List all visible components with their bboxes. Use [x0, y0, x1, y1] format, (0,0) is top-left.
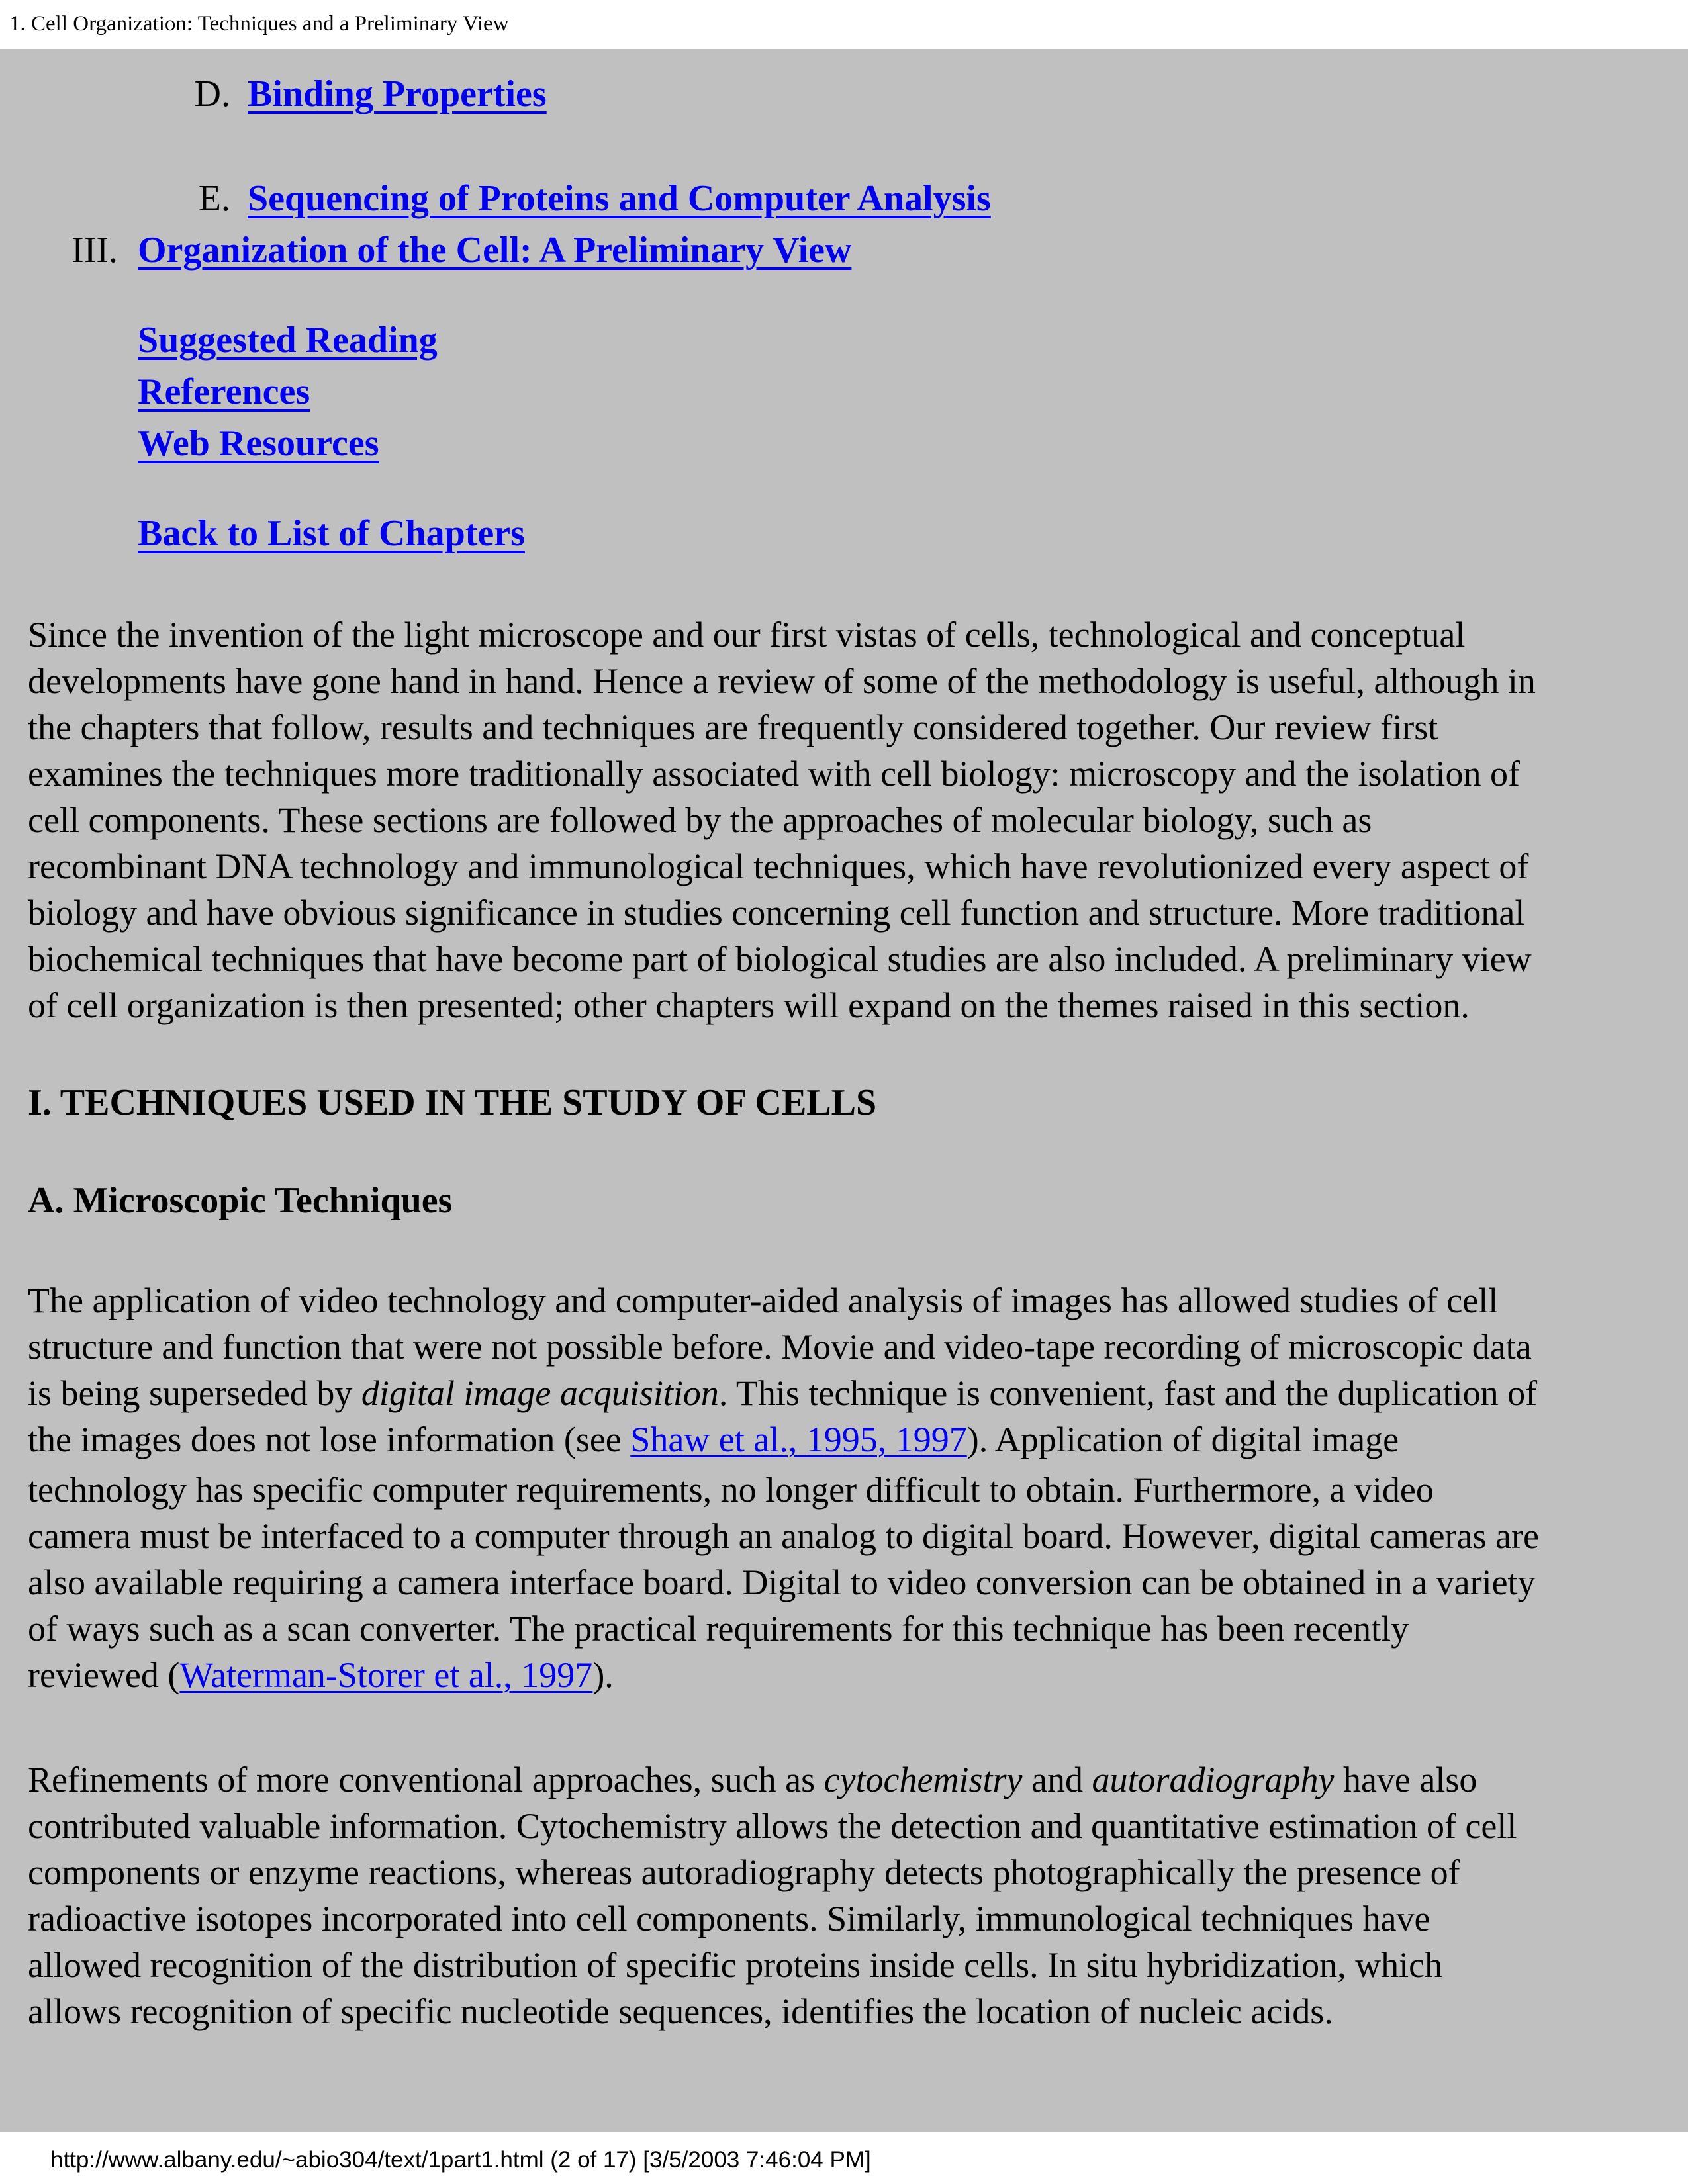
text-line: structure and function that were not possible before. Movie and video-tape recording of microscopic data — [28, 1327, 1532, 1367]
toc-item-web-resources — [138, 425, 379, 462]
text-line: components or enzyme reactions, whereas autoradiography detects photographically the presence of — [28, 1852, 1460, 1892]
refinements-paragraph — [28, 1756, 1669, 2034]
toc-link-organization-of-the-cell[interactable]: Organization of the Cell: A Preliminary View — [138, 230, 852, 271]
toc-link-web-resources[interactable]: Web Resources — [138, 423, 379, 464]
text-segment: . This technique is convenient, fast and the duplication of — [718, 1373, 1538, 1413]
page-content — [0, 49, 1688, 2132]
citation-link-shaw[interactable]: Shaw et al., 1995, 1997 — [630, 1420, 967, 1459]
text-line: also available requiring a camera interface board. Digital to video conversion can be obtained in a variety — [28, 1563, 1536, 1602]
text-line: biochemical techniques that have become part of biological studies are also included. A preliminary view — [28, 939, 1532, 979]
toc-item-back — [138, 515, 525, 552]
toc-link-references[interactable]: References — [138, 371, 310, 412]
print-header — [0, 0, 1688, 49]
text-line: allowed recognition of the distribution of specific proteins inside cells. In situ hybridization, which — [28, 1945, 1443, 1985]
text-line: examines the techniques more traditionally associated with cell biology: microscopy and the isolation of — [28, 754, 1520, 794]
toc-item-references — [138, 373, 310, 410]
toc-link-binding-properties[interactable]: Binding Properties — [248, 73, 547, 114]
emphasis-text: autoradiography — [1092, 1760, 1335, 1799]
text-segment: ). — [592, 1655, 614, 1695]
citation-link-waterman-storer[interactable]: Waterman-Storer et al., 1997 — [179, 1655, 593, 1695]
text-segment: the images does not lose information (see — [28, 1420, 631, 1459]
text-line — [28, 1370, 1669, 1416]
text-line — [28, 1416, 1669, 1463]
text-line: technology has specific computer requirements, no longer difficult to obtain. Furthermore, a video — [28, 1470, 1434, 1510]
text-line: Since the invention of the light microscope and our first vistas of cells, technological and conceptual — [28, 615, 1466, 655]
toc-marker: III. — [71, 230, 118, 271]
text-line: recombinant DNA technology and immunological techniques, which have revolutionized every aspect of — [28, 846, 1529, 886]
footer-url: http://www.albany.edu/~abio304/text/1part1.html (2 of 17) [3/5/2003 7:46:04 PM] — [50, 2147, 871, 2173]
emphasis-text: cytochemistry — [823, 1760, 1023, 1799]
toc-link-sequencing-of-proteins[interactable]: Sequencing of Proteins and Computer Analysis — [248, 178, 991, 219]
text-line: The application of video technology and computer-aided analysis of images has allowed studies of cell — [28, 1281, 1499, 1320]
text-line: contributed valuable information. Cytochemistry allows the detection and quantitative estimation of cell — [28, 1806, 1517, 1846]
microscopic-techniques-paragraph — [28, 1277, 1669, 1698]
text-line: the chapters that follow, results and techniques are frequently considered together. Our review first — [28, 707, 1438, 747]
text-line: of ways such as a scan converter. The practical requirements for this technique has been recently — [28, 1609, 1409, 1649]
text-segment: ). Application of digital image — [966, 1420, 1399, 1459]
text-segment: have also — [1334, 1760, 1477, 1799]
section-heading: I. TECHNIQUES USED IN THE STUDY OF CELLS — [28, 1082, 877, 1123]
text-line: biology and have obvious significance in studies concerning cell function and structure. More traditional — [28, 893, 1525, 933]
text-line: developments have gone hand in hand. Hence a review of some of the methodology is useful, although in — [28, 661, 1536, 701]
text-line: camera must be interfaced to a computer through an analog to digital board. However, digital cameras are — [28, 1516, 1539, 1556]
print-footer — [0, 2132, 1688, 2184]
toc-item-suggested-reading — [138, 322, 438, 359]
text-line: radioactive isotopes incorporated into cell components. Similarly, immunological techniques have — [28, 1899, 1430, 1938]
toc-marker: D. — [194, 73, 230, 114]
subsection-heading: A. Microscopic Techniques — [28, 1180, 453, 1221]
toc-link-suggested-reading[interactable]: Suggested Reading — [138, 320, 438, 361]
text-line: of cell organization is then presented; other chapters will expand on the themes raised in this section. — [28, 985, 1470, 1025]
back-to-chapters-link[interactable]: Back to List of Chapters — [138, 513, 525, 554]
text-line — [28, 1756, 1669, 1803]
text-line: allows recognition of specific nucleotide sequences, identifies the location of nucleic acids. — [28, 1991, 1333, 2031]
text-line — [28, 1652, 1669, 1698]
text-segment: is being superseded by — [28, 1373, 361, 1413]
text-segment: Refinements of more conventional approaches, such as — [28, 1760, 824, 1799]
document-title: 1. Cell Organization: Techniques and a Preliminary View — [9, 12, 509, 36]
emphasis-text: digital image acquisition — [361, 1373, 719, 1413]
text-segment: and — [1022, 1760, 1092, 1799]
text-segment: reviewed ( — [28, 1655, 180, 1695]
intro-paragraph — [28, 612, 1669, 1028]
text-line: cell components. These sections are followed by the approaches of molecular biology, such as — [28, 800, 1372, 840]
toc-marker: E. — [198, 178, 230, 219]
